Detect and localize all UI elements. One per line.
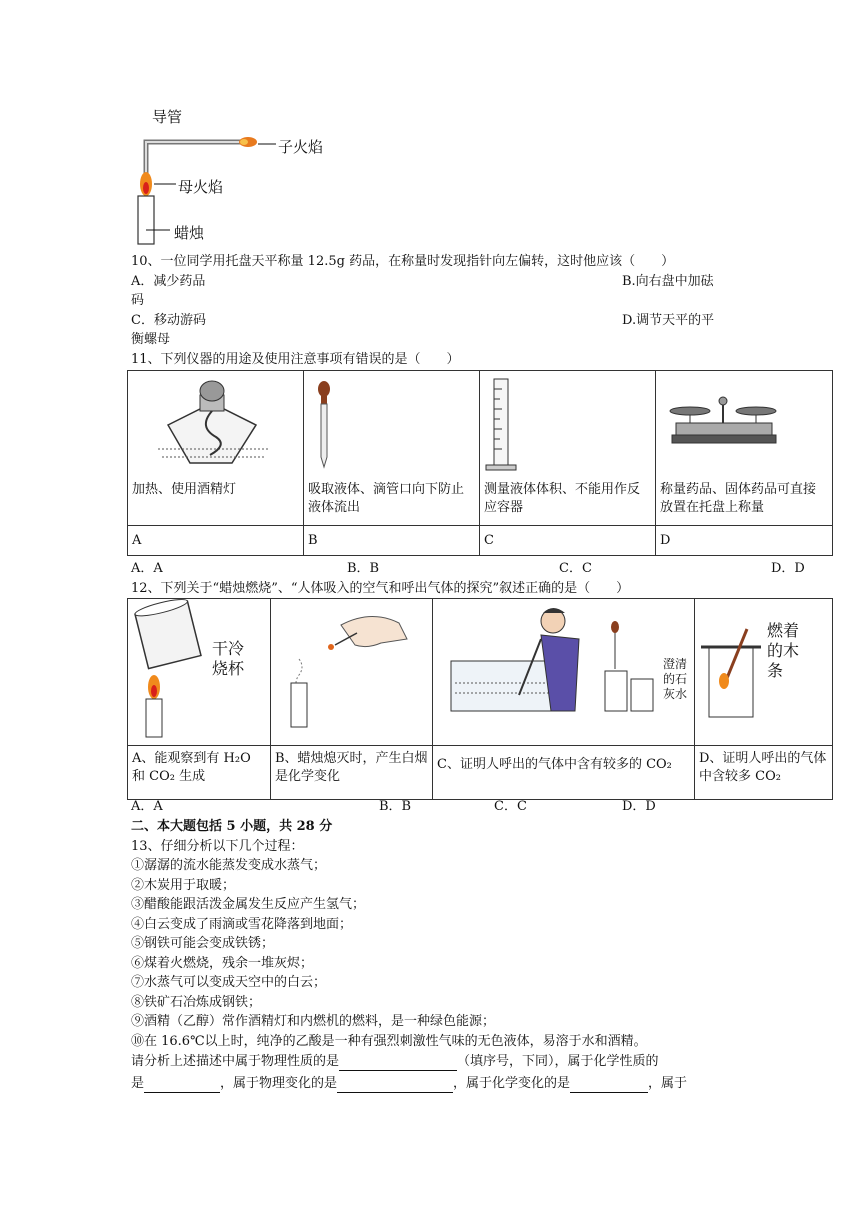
q11-letter-d: D [660,533,671,548]
beaker-over-candle-icon [128,599,268,739]
q11-table [127,370,833,556]
q13-ask-chemical-change: ，属于化学变化的是 [453,1076,571,1091]
q11-cell-d [656,371,833,526]
q11-option-a: A．A [131,561,163,576]
dropper-icon [304,371,474,471]
q13-item-6: ⑥煤着火燃烧，残余一堆灰烬； [131,956,314,971]
q13-item-10: ⑩在 16.6℃以上时，纯净的乙酸是一种有强烈刺激性气味的无色液体，易溶于水和酒精。 [131,1034,647,1049]
q13-ask-chemical-property: （填序号，下同），属于化学性质的 [457,1054,659,1069]
q13-ask-physical-change: ，属于物理变化的是 [220,1076,338,1091]
q13-item-8: ⑧铁矿石冶炼成钢铁； [131,995,262,1010]
q11-stem: 11、下列仪器的用途及使用注意事项有错误的是（ ） [131,352,460,367]
q13-item-1: ①潺潺的流水能蒸发变成水蒸气； [131,858,327,873]
section-heading: 二、本大题包括 5 小题，共 28 分 [131,819,333,834]
answer-blank-physical-property[interactable] [339,1056,457,1071]
lighting-smoke-icon [271,599,431,739]
candle-label: 蜡烛 [174,224,205,242]
q12-fig-b [271,599,433,746]
q12-option-d: D．D [622,799,656,814]
q13-stem: 13、仔细分析以下几个过程： [131,839,304,854]
q12-caption-a: A、能观察到有 H₂O 和 CO₂ 生成 [132,751,251,784]
q12-label-dry-cold: 干冷 [212,639,245,658]
q12-label-stick-2: 的木 [767,641,800,660]
q12-table [127,598,833,800]
q13-item-5: ⑤钢铁可能会变成铁锈； [131,936,275,951]
answer-blank-chemical-change[interactable] [570,1078,648,1093]
q10-option-b-cont: 码 [131,293,145,308]
q11-caption-c: 测量液体体积、不能用作反应容器 [484,482,641,515]
q10-stem: 10、一位同学用托盘天平称量 12.5g 药品，在称量时发现指针向左偏转，这时他应该（ ） [131,254,675,269]
balance-icon [656,371,826,471]
q12-caption-c: C、证明人呼出的气体中含有较多的 CO₂ [437,757,672,772]
q10-option-d-cont: 衡螺母 [131,332,171,347]
q11-caption-a: 加热、使用酒精灯 [132,482,237,497]
graduated-cylinder-icon [480,371,650,471]
q12-label-lime-1: 澄清 [663,657,688,671]
q11-option-c: C．C [559,561,592,576]
q11-option-b: B．B [347,561,380,576]
q13-ask-physical-property: 请分析上述描述中属于物理性质的是 [131,1054,340,1069]
tube-label: 导管 [152,108,183,126]
q11-cell-c [480,371,656,526]
q12-label-stick-3: 条 [767,661,784,680]
q12-fig-d [695,599,833,746]
child-flame-label: 子火焰 [278,138,324,156]
q10-option-c: C．移动游码 [131,313,206,328]
q12-label-beaker: 烧杯 [212,659,245,678]
q12-caption-d: D、证明人呼出的气体中含较多 CO₂ [699,751,827,784]
q12-stem: 12、下列关于“蜡烛燃烧”、“人体吸入的空气和呼出气体的探究”叙述正确的是（ ） [131,581,630,596]
mother-flame-label: 母火焰 [178,178,224,196]
q11-letter-a: A [132,533,142,548]
q11-letter-b: B [308,533,318,548]
q10-option-a: A．减少药品 [131,274,206,289]
q12-label-stick-1: 燃着 [767,621,800,640]
q11-option-d: D．D [771,561,805,576]
answer-blank-physical-change[interactable] [337,1078,453,1093]
candle-tube-figure [130,104,350,246]
q13-question-line-2 [131,1075,687,1093]
burning-stick-bottle-icon [695,599,831,739]
q13-item-7: ⑦水蒸气可以变成天空中的白云； [131,975,327,990]
q12-option-c: C．C [494,799,527,814]
q13-item-9: ⑨酒精（乙醇）常作酒精灯和内燃机的燃料，是一种绿色能源； [131,1014,496,1029]
alcohol-lamp-icon [128,371,298,471]
q11-caption-b: 吸取液体、滴管口向下防止液体流出 [308,482,465,515]
q11-caption-d: 称量药品、固体药品可直接放置在托盘上称量 [660,482,817,515]
q12-label-lime-3: 灰水 [663,687,688,701]
q10-option-b: B.向右盘中加砝 [622,274,714,289]
q12-option-a: A．A [131,799,163,814]
answer-blank-chemical-property[interactable] [144,1078,220,1093]
q13-ask-is: 是 [131,1076,145,1091]
q11-cell-a [128,371,304,526]
q12-label-lime-2: 的石 [663,672,688,686]
q11-letter-c: C [484,533,494,548]
q10-option-d: D.调节天平的平 [622,313,715,328]
q12-fig-a [128,599,271,746]
q13-item-2: ②木炭用于取暖； [131,878,236,893]
q12-fig-c [433,599,695,746]
q13-ask-belongs: ，属于 [648,1076,688,1091]
q11-cell-b [304,371,480,526]
q13-question-line-1 [131,1053,659,1071]
q13-item-3: ③醋酸能跟活泼金属发生反应产生氢气； [131,897,366,912]
q13-item-4: ④白云变成了雨滴或雪花降落到地面； [131,917,353,932]
breath-test-icon [433,599,693,739]
q12-caption-b: B、蜡烛熄灭时，产生白烟是化学变化 [275,751,428,784]
q12-option-b: B．B [379,799,412,814]
